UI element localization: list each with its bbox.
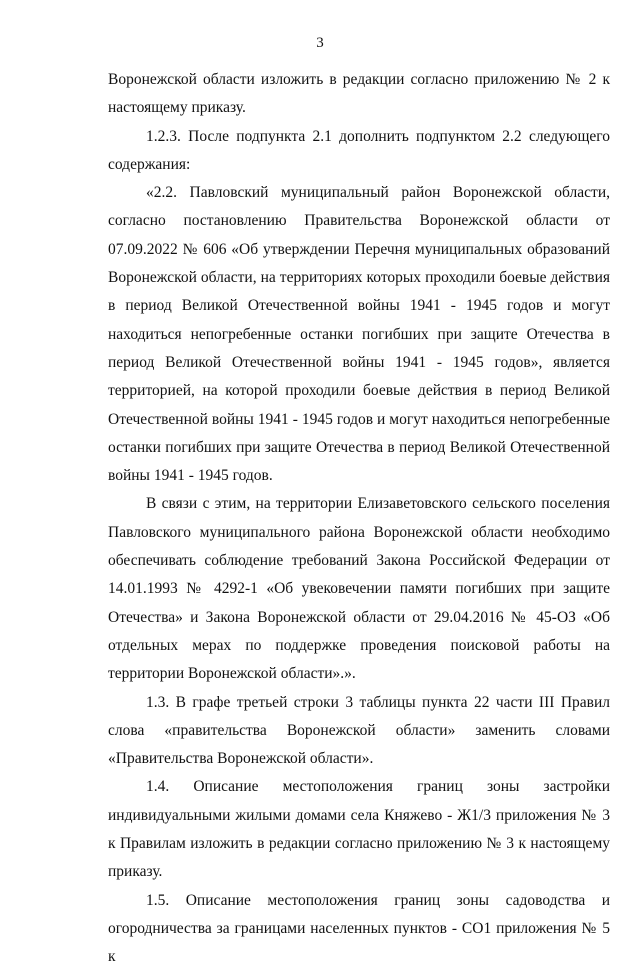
paragraph: В связи с этим, на территории Елизаветовского сельского поселения Павловского муниципального района Воронежской области необходимо обеспечивать соблюдение требований Закона Российской Федерации от 14.01.1993 № 4292-1 «Об увековечении памяти погибших при защите Отечества» и Закона Воронежской области от 29.04.2016 № 45-ОЗ «Об отдельных мерах по поддержке проведения поисковой работы на территории Воронежской области».». xyxy=(108,495,610,683)
paragraph: 1.3. В графе третьей строки 3 таблицы пункта 22 части III Правил слова «правительства Воронежской области» заменить словами «Правительства Воронежской области». xyxy=(108,693,610,768)
paragraph: 1.4. Описание местоположения границ зоны застройки индивидуальными жилыми домами села Княжево - Ж1/3 приложения № 3 к Правилам изложить в редакции согласно приложению № 3 к настоящему приказу. xyxy=(108,778,610,881)
paragraph: «2.2. Павловский муниципальный район Воронежской области, согласно постановлению Правительства Воронежской области от 07.09.2022 № 606 «Об утверждении Перечня муниципальных образований Воронежской области, на территориях которых проходили боевые действия в период Великой Отечественной войны 1941 - 1945 годов и могут находиться непогребенные останки погибших при защите Отечества в период Великой Отечественной войны 1941 - 1945 годов», является территорией, на которой проходили боевые действия в период Великой Отечественной войны 1941 - 1945 годов и могут находиться непогребенные останки погибших при защите Отечества в период Великой Отечественной войны 1941 - 1945 годов. xyxy=(108,184,610,485)
paragraph: Воронежской области изложить в редакции согласно приложению № 2 к настоящему приказу. xyxy=(108,71,610,117)
document-body xyxy=(108,66,610,972)
paragraph: 1.5. Описание местоположения границ зоны садоводства и огородничества за границами населенных пунктов - СО1 приложения № 5 к xyxy=(108,891,610,966)
page-number: 3 xyxy=(316,35,324,51)
paragraph: 1.2.3. После подпункта 2.1 дополнить подпунктом 2.2 следующего содержания: xyxy=(108,127,610,173)
